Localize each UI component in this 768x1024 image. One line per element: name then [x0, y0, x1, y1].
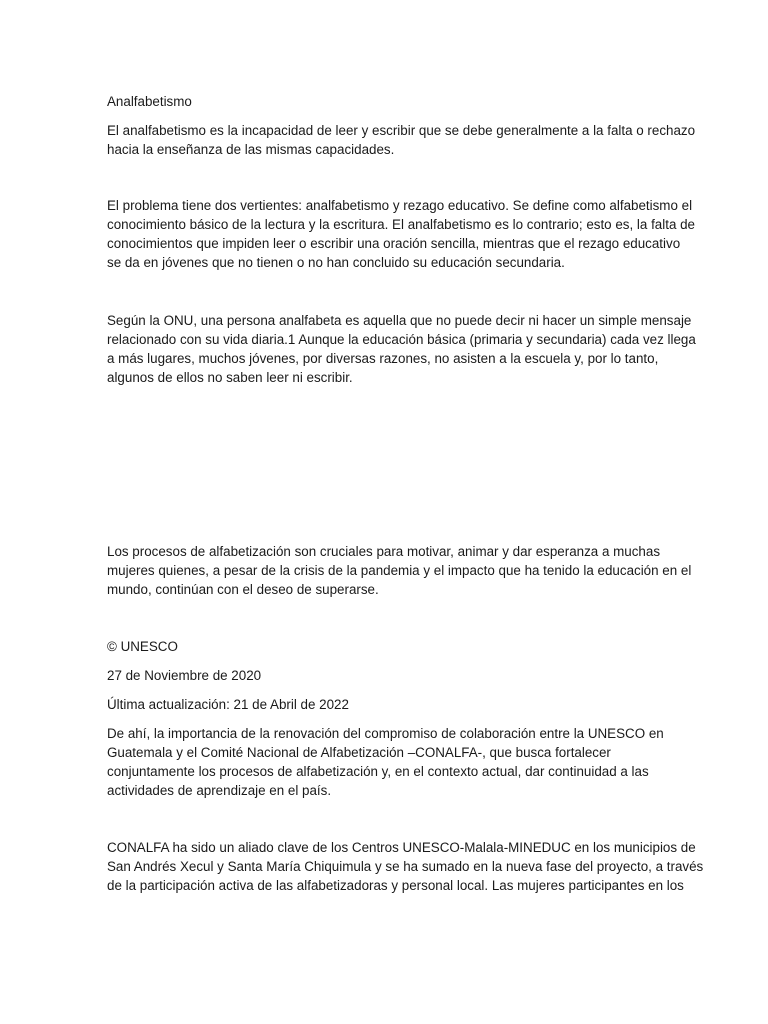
- paragraph-definition: [107, 121, 696, 159]
- paragraph-line: El analfabetismo es la incapacidad de leer y escribir que se debe generalmente a la falta o rechazo: [107, 123, 696, 138]
- document-title: Analfabetismo: [107, 94, 192, 109]
- paragraph-line: mujeres quienes, a pesar de la crisis de la pandemia y el impacto que ha tenido la educación en el: [107, 563, 692, 578]
- paragraph-line: a más lugares, muchos jóvenes, por diversas razones, no asisten a la escuela y, por lo tanto,: [107, 351, 659, 366]
- updated-line: Última actualización: 21 de Abril de 2022: [107, 697, 349, 712]
- paragraph-line: Según la ONU, una persona analfabeta es aquella que no puede decir ni hacer un simple mensaje: [107, 313, 692, 328]
- paragraph-procesos: [107, 542, 692, 599]
- paragraph-line: se da en jóvenes que no tienen o no han concluido su educación secundaria.: [107, 255, 565, 270]
- paragraph-onu: [107, 311, 696, 387]
- paragraph-line: San Andrés Xecul y Santa María Chiquimula y se ha sumado en la nueva fase del proyecto, a través: [107, 859, 704, 874]
- paragraph-line: actividades de aprendizaje en el país.: [107, 783, 332, 798]
- paragraph-conalfa: [107, 838, 704, 895]
- paragraph-line: conocimientos que impiden leer o escribir una oración sencilla, mientras que el rezago educativo: [107, 236, 681, 251]
- paragraph-line: mundo, continúan con el deseo de superarse.: [107, 582, 379, 597]
- copyright-line: © UNESCO: [107, 639, 178, 654]
- paragraph-line: Los procesos de alfabetización son cruciales para motivar, animar y dar esperanza a muchas: [107, 544, 661, 559]
- paragraph-compromiso: [107, 724, 667, 800]
- paragraph-line: conjuntamente los procesos de alfabetización y, en el contexto actual, dar continuidad a las: [107, 764, 649, 779]
- paragraph-line: De ahí, la importancia de la renovación del compromiso de colaboración entre la UNESCO en: [107, 726, 664, 741]
- paragraph-line: conocimiento básico de la lectura y la escritura. El analfabetismo es lo contrario; esto es, la falta de: [107, 217, 696, 232]
- date-line: 27 de Noviembre de 2020: [107, 668, 262, 683]
- paragraph-line: hacia la enseñanza de las mismas capacidades.: [107, 142, 395, 157]
- paragraph-line: de la participación activa de las alfabetizadoras y personal local. Las mujeres participantes en los: [107, 878, 684, 893]
- paragraph-line: El problema tiene dos vertientes: analfabetismo y rezago educativo. Se define como alfabetismo el: [107, 198, 693, 213]
- paragraph-vertientes: [107, 196, 696, 272]
- paragraph-line: relacionado con su vida diaria.1 Aunque la educación básica (primaria y secundaria) cada vez llega: [107, 332, 696, 347]
- paragraph-line: CONALFA ha sido un aliado clave de los Centros UNESCO-Malala-MINEDUC en los municipios de: [107, 840, 696, 855]
- paragraph-line: Guatemala y el Comité Nacional de Alfabetización –CONALFA-, que busca fortalecer: [107, 745, 611, 760]
- paragraph-line: algunos de ellos no saben leer ni escribir.: [107, 370, 353, 385]
